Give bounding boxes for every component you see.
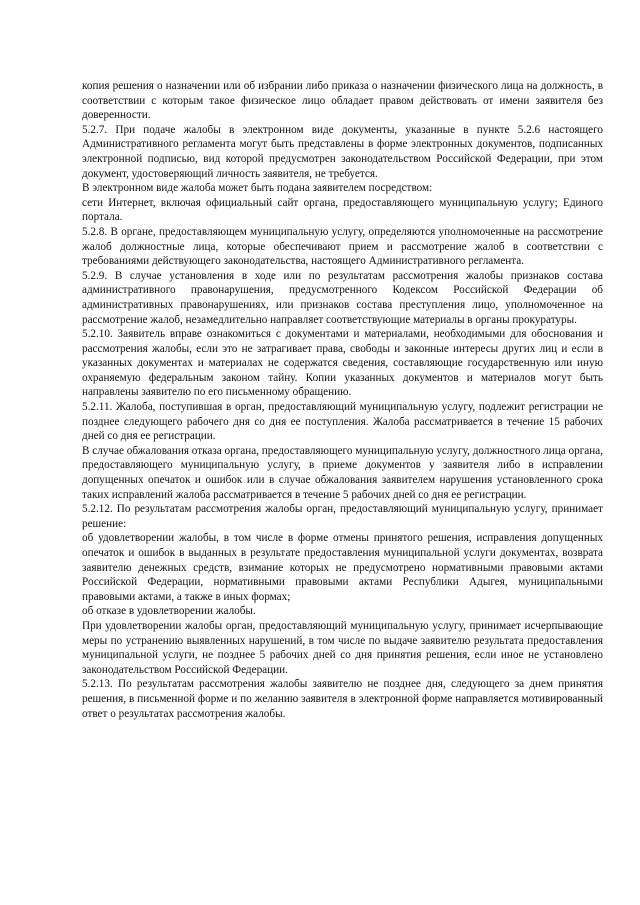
paragraph-satisfaction-decision: об удовлетворении жалобы, в том числе в форме отмены принятого решения, исправления допущенных опечаток и ошибок в выданных в результате предоставления муниципальной услуги документах, возврата заявителю денежных средств, взимание которых не предусмотрено нормативными правовыми актами Российской Федерации, нормативными правовыми актами Республики Адыгея, муниципальными правовыми актами, а также в иных формах; [82,532,603,603]
paragraph-5-2-13: 5.2.13. По результатам рассмотрения жалобы заявителю не позднее дня, следующего за днем принятия решения, в письменной форме и по желанию заявителя в электронной форме направляется мотивированный ответ о результатах рассмотрения жалобы. [82,678,603,720]
paragraph-refusal-appeal: В случае обжалования отказа органа, предоставляющего муниципальную услугу, должностного лица органа, предоставляющего муниципальную услугу, в приеме документов у заявителя либо в исправлении допущенных опечаток и ошибок или в случае обжалования заявителем нарушения установленного срока таких исправлений жалоба рассматривается в течение 5 рабочих дней со дня ее регистрации. [82,444,603,501]
paragraph-copy-of-decision: копия решения о назначении или об избрании либо приказа о назначении физического лица на должность, в соответствии с которым такое физическое лицо обладает правом действовать от имени заявителя без доверенности. [82,80,603,122]
paragraph-5-2-11: 5.2.11. Жалоба, поступившая в орган, предоставляющий муниципальную услугу, подлежит регистрации не позднее следующего рабочего дня со дня ее поступления. Жалоба рассматривается в течение 15 рабочих дней со дня ее регистрации. [82,401,603,443]
paragraph-5-2-12: 5.2.12. По результатам рассмотрения жалобы орган, предоставляющий муниципальную услугу, принимает решение: [82,503,603,530]
paragraph-internet-portal: сети Интернет, включая официальный сайт органа, предоставляющего муниципальную услугу; Единого портала. [82,196,603,224]
paragraph-electronic-submission: В электронном виде жалоба может быть подана заявителем посредством: [82,182,433,195]
paragraph-5-2-10: 5.2.10. Заявитель вправе ознакомиться с документами и материалами, необходимыми для обоснования и рассмотрения жалобы, если это не затрагивает права, свободы и законные интересы других лиц и если в указанных документах и материалах не содержатся сведения, составляющие государственную или иную охраняемую федеральным законом тайну. Копии указанных документов и материалов могут быть направлены заявителю по его письменному обращению. [82,328,603,399]
paragraph-refusal-decision: об отказе в удовлетворении жалобы. [82,605,256,618]
paragraph-5-2-8: 5.2.8. В органе, предоставляющем муниципальную услугу, определяются уполномоченные на рассмотрение жалоб должностные лица, которые обеспечивают прием и рассмотрение жалоб в соответствии с требованиями действующего законодательства, настоящего Административного регламента. [82,225,603,268]
paragraph-5-2-7: 5.2.7. При подаче жалобы в электронном виде документы, указанные в пункте 5.2.6 настоящего Административного регламента могут быть представлены в форме электронных документов, подписанных электронной подписью, вид которой предусмотрен законодательством Российской Федерации, при этом документ, удостоверяющий личность заявителя, не требуется. [82,123,603,180]
paragraph-5-2-9: 5.2.9. В случае установления в ходе или по результатам рассмотрения жалобы признаков состава административного правонарушения, предусмотренного Кодексом Российской Федерации об административных правонарушениях, или признаков состава преступления лицо, уполномоченное на рассмотрение жалоб, незамедлительно направляет соответствующие материалы в органы прокуратуры. [82,269,603,326]
paragraph-measures: При удовлетворении жалобы орган, предоставляющий муниципальную услугу, принимает исчерпывающие меры по устранению выявленных нарушений, в том числе по выдаче заявителю результата предоставления муниципальной услуги, не позднее 5 рабочих дней со дня принятия решения, если иное не установлено законодательством Российской Федерации. [82,619,603,676]
document-page [82,79,603,721]
